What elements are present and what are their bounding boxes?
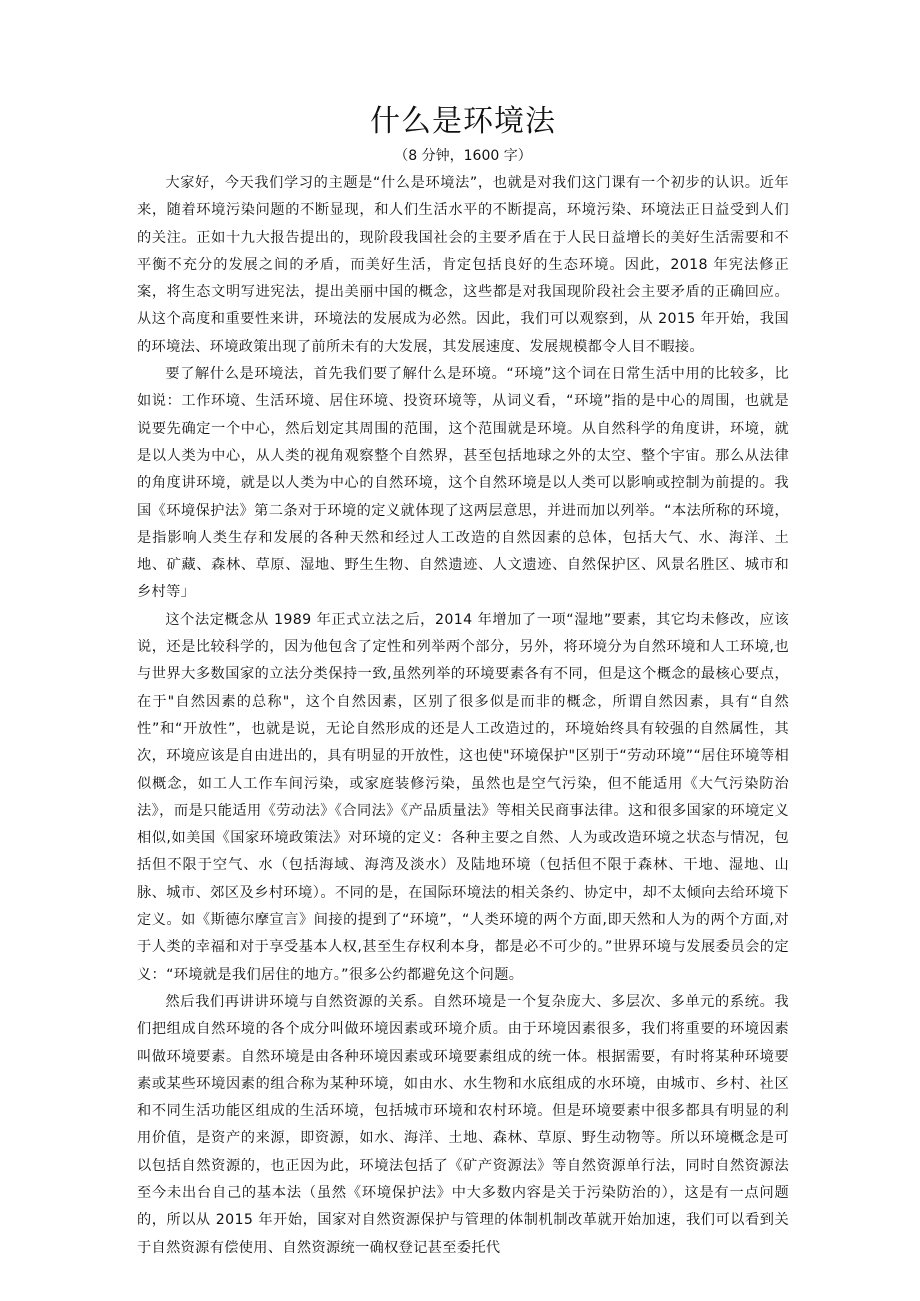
paragraph-environment-definition: 要了解什么是环境法，首先我们要了解什么是环境。“环境”这个词在日常生活中用的比较多，比如说：工作环境、生活环境、居住环境、投资环境等，从词义看，“环境”指的是中心的周围，也就是说要先确定一个中心，然后划定其周围的范围，这个范围就是环境。从自然科学的角度讲，环境，就是以人类为中心，从人类的视角观察整个自然界，甚至包括地球之外的太空、整个宇宙。那么从法律的角度讲环境，就是以人类为中心的自然环境，这个自然环境是以人类可以影响或控制为前提的。我国《环境保护法》第二条对于环境的定义就体现了这两层意思，并进而加以列举。“本法所称的环境，是指影响人类生存和发展的各种天然和经过人工改造的自然因素的总体，包括大气、水、海洋、土地、矿藏、森林、草原、湿地、野生生物、自然遗迹、人文遗迹、自然保护区、风景名胜区、城市和乡村等」 [137,366,789,601]
paragraph-legal-concept: 这个法定概念从 1989 年正式立法之后，2014 年增加了一项“湿地”要素，其它均未修改，应该说，还是比较科学的，因为他包含了定性和列举两个部分，另外，将环境分为自然环境和人工环境,也与世界大多数国家的立法分类保持一致,虽然列举的环境要素各有不同，但是这个概念的最核心要点，在于"自然因素的总称"，这个自然因素，区别了很多似是而非的概念，所谓自然因素，具有“自然性”和“开放性”，也就是说，无论自然形成的还是人工改造过的，环境始终具有较强的自然属性，其次，环境应该是自由进出的，具有明显的开放性，这也使"环境保护"区别于“劳动环境”“居住环境等相似概念，如工人工作车间污染，或家庭装修污染，虽然也是空气污染，但不能适用《大气污染防治法》，而是只能适用《劳动法》《合同法》《产品质量法》等相关民商事法律。这和很多国家的环境定义相似,如美国《国家环境政策法》对环境的定义：各种主要之自然、人为或改造环境之状态与情况，包括但不限于空气、水（包括海域、海湾及淡水）及陆地环境（包括但不限于森林、干地、湿地、山脉、城市、郊区及乡村环境）。不同的是，在国际环境法的相关条约、协定中，却不太倾向去给环境下定义。如《斯德尔摩宣言》间接的提到了“环境”，“人类环境的两个方面,即天然和人为的两个方面,对于人类的幸福和对于享受基本人权,甚至生存权利本身，都是必不可少的。”世界环境与发展委员会的定义：“环境就是我们居住的地方。”很多公约都避免这个问题。 [137,611,789,983]
document-subtitle: （8 分钟，1600 字） [394,148,532,164]
document-title: 什么是环境法 [370,104,556,139]
paragraph-natural-resources: 然后我们再讲讲环境与自然资源的关系。自然环境是一个复杂庞大、多层次、多单元的系统。我们把组成自然环境的各个成分叫做环境因素或环境介质。由于环境因素很多，我们将重要的环境因素叫做环境要素。自然环境是由各种环境因素或环境要素组成的统一体。根据需要，有时将某种环境要素或某些环境因素的组合称为某种环境，如由水、水生物和水底组成的水环境，由城市、乡村、社区和不同生活功能区组成的生活环境，包括城市环境和农村环境。但是环境要素中很多都具有明显的利用价值，是资产的来源，即资源，如水、海洋、土地、森林、草原、野生动物等。所以环境概念是可以包括自然资源的，也正因为此，环境法包括了《矿产资源法》等自然资源单行法，同时自然资源法至今未出台自己的基本法（虽然《环境保护法》中大多数内容是关于污染防治的），这是有一点问题的，所以从 2015 年开始，国家对自然资源保护与管理的体制机制改革就开始加速，我们可以看到关于自然资源有偿使用、自然资源统一确权登记甚至委托代 [137,993,789,1256]
paragraph-intro: 大家好，今天我们学习的主题是“什么是环境法”，也就是对我们这门课有一个初步的认识。近年来，随着环境污染问题的不断显现，和人们生活水平的不断提高，环境污染、环境法正日益受到人们的关注。正如十九大报告提出的，现阶段我国社会的主要矛盾在于人民日益增长的美好生活需要和不平衡不充分的发展之间的矛盾，而美好生活，肯定包括良好的生态环境。因此，2018 年宪法修正案，将生态文明写进宪法，提出美丽中国的概念，这些都是对我国现阶段社会主要矛盾的正确回应。从这个高度和重要性来讲，环境法的发展成为必然。因此，我们可以观察到，从 2015 年开始，我国的环境法、环境政策出现了前所未有的大发展，其发展速度、发展规模都令人目不暇接。 [137,175,789,355]
document-page [137,100,789,1262]
